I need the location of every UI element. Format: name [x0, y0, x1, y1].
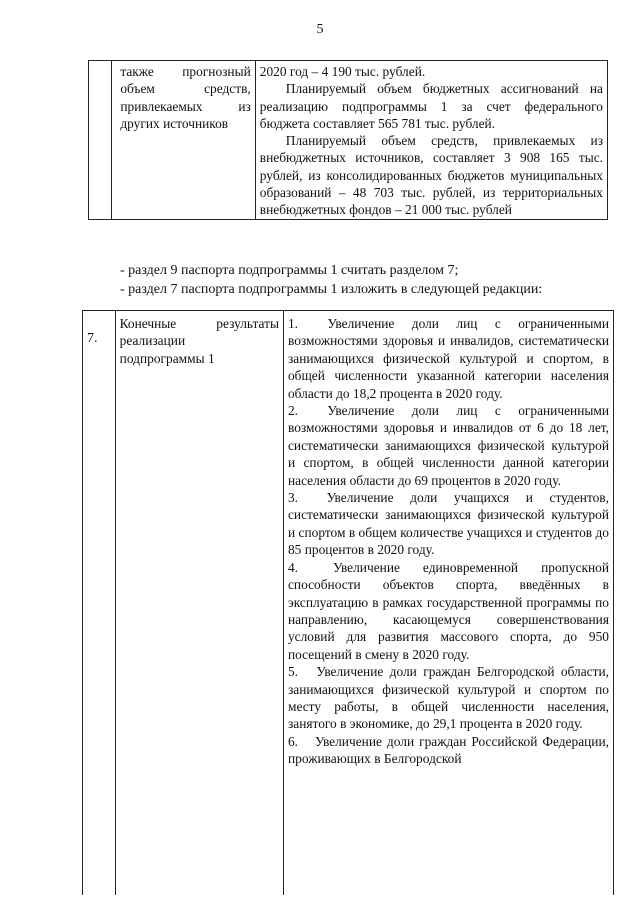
result-item: [288, 315, 609, 402]
item-number: 1.: [287, 316, 299, 331]
label-line: также прогнозный: [120, 64, 251, 79]
row-content-cell: [255, 61, 607, 220]
bullet-line: - раздел 9 паспорта подпрограммы 1 считать разделом 7;: [120, 263, 459, 278]
row-label-cell: [115, 311, 283, 896]
row-number-cell: 7.: [83, 311, 116, 896]
item-number: 2.: [287, 403, 299, 419]
item-text: Увеличение доли учащихся и студентов, систематически занимающихся физической культурой и спортом в общем количестве учащихся и студентов до 85 процентов в 2020 году.: [287, 490, 609, 558]
results-list-cell: [283, 311, 613, 896]
results-table: [82, 310, 614, 895]
item-number: 5.: [287, 664, 299, 680]
row-label-cell: [112, 61, 255, 220]
financing-row: [89, 61, 608, 220]
page-number: 5: [316, 22, 324, 37]
content-paragraph: 2020 год – 4 190 тыс. рублей.: [259, 64, 426, 79]
label-line: объем средств,: [120, 81, 251, 97]
label-line: Конечные результаты: [119, 316, 279, 331]
result-item: [288, 402, 609, 489]
row-number-cell: [89, 61, 112, 220]
result-item: [288, 663, 609, 733]
financing-table: [88, 60, 608, 220]
bullet-line: - раздел 7 паспорта подпрограммы 1 изложить в следующей редакции:: [120, 282, 543, 297]
label-line: других источников: [120, 115, 229, 131]
item-text: Увеличение единовременной пропускной способности объектов спорта, введённых в эксплуатацию в рамках государственной программы по направлению, касающемуся совершенствования условий для развития массового спорта, до 950 посещений в смену в 2020 году.: [287, 559, 609, 662]
item-number: 6.: [287, 733, 299, 749]
item-text: Увеличение доли граждан Российской Федерации, проживающих в Белгородской: [287, 733, 609, 767]
item-text: Увеличение доли лиц с ограниченными возможностями здоровья и инвалидов, систематически занимающихся физической культурой и спортом, в общей численности указанной категории населения области до 18,2 процента в 2020 году.: [287, 316, 609, 401]
content-paragraph: Планируемый объем бюджетных ассигнований на реализацию подпрограммы 1 за счет федерального бюджета составляет 565 781 тыс. рублей.: [259, 81, 603, 131]
item-text: Увеличение доли лиц с ограниченными возможностями здоровья и инвалидов от 6 до 18 лет, систематически занимающихся физической культурой и спортом, в общей численности данной категории населения области до 69 процентов в 2020 году.: [287, 403, 609, 488]
label-line: подпрограммы 1: [119, 350, 215, 366]
item-text: Увеличение доли граждан Белгородской области, занимающихся физической культурой и спортом по месту работы, в общей численности населения, занятого в экономике, до 29,1 процента в 2020 году.: [287, 664, 609, 732]
label-line: привлекаемых из: [120, 98, 251, 114]
result-item: [288, 489, 609, 559]
content-paragraph: Планируемый объем средств, привлекаемых из внебюджетных источников, составляет 3 908 165 тыс. рублей, из консолидированных бюджетов муниципальных образований – 48 703 тыс. рублей, из территориальных внебюджетных фондов – 21 000 тыс. рублей: [259, 133, 603, 218]
results-row: [83, 311, 614, 896]
result-item: [288, 559, 609, 663]
result-item: [288, 733, 609, 768]
label-line: реализации: [119, 333, 186, 349]
item-number: 3.: [287, 490, 299, 506]
item-number: 4.: [287, 559, 299, 575]
